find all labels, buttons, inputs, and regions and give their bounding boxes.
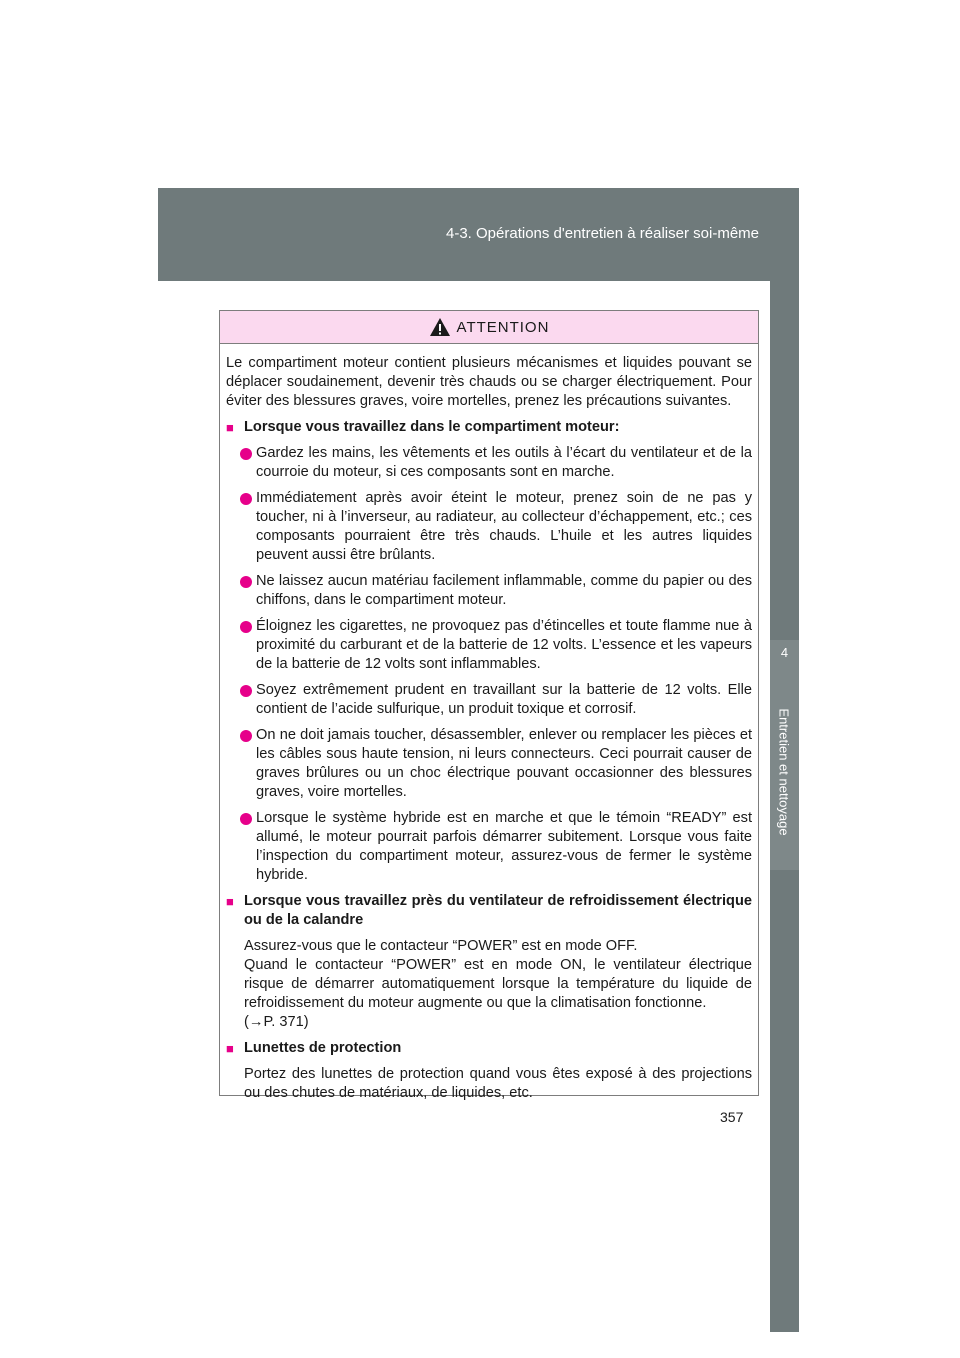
list-item	[226, 809, 752, 885]
list-item-text: On ne doit jamais toucher, désassembler, enlever ou remplacer les pièces et les câbles sous haute tension, ni leurs connecteurs. Ceci pourrait causer de graves brûlures ou un choc électrique pouvant occasionner des blessures graves, voire mortelles.	[256, 727, 752, 800]
bullet-dot-icon	[240, 576, 252, 588]
warning-triangle-icon	[429, 317, 451, 337]
page-number: 357	[720, 1109, 744, 1125]
section-title: 4-3. Opérations d'entretien à réaliser soi-même	[445, 225, 759, 242]
bullet-dot-icon	[240, 685, 252, 697]
paragraph-line: Quand le contacteur “POWER” est en mode ON, le ventilateur électrique risque de démarrer automatiquement lorsque la température du liquide de refroidissement du moteur augmente ou que la climatisation fonctionne.	[244, 957, 752, 1011]
list-item	[226, 572, 752, 610]
bullet-dot-icon	[240, 621, 252, 633]
list-item-text: Gardez les mains, les vêtements et les outils à l’écart du ventilateur et de la courroie du moteur, si ces composants sont en marche.	[256, 445, 752, 480]
square-bullet-icon: ■	[226, 1041, 234, 1056]
chapter-title: Entretien et nettoyage	[776, 708, 792, 836]
list-item	[226, 726, 752, 802]
subheading-goggles	[226, 1039, 752, 1058]
warning-intro: Le compartiment moteur contient plusieurs mécanismes et liquides pouvant se déplacer soudainement, devenir très chauds ou se charger électriquement. Pour éviter des blessures graves, voire mortelles, prenez les précautions suivantes.	[226, 355, 752, 409]
cooling-fan-paragraph	[226, 937, 752, 1032]
list-item-text: Lorsque le système hybride est en marche et que le témoin “READY” est allumé, le moteur pourrait parfois démarrer subitement. Lorsque vous faite l’inspection du compartiment moteur, assurez-vous de fermer le système hybride.	[256, 810, 752, 883]
list-item	[226, 489, 752, 565]
bullet-dot-icon	[240, 730, 252, 742]
bullet-dot-icon	[240, 813, 252, 825]
bullet-dot-icon	[240, 493, 252, 505]
square-bullet-icon: ■	[226, 894, 234, 909]
warning-header	[220, 311, 758, 344]
subheading-cooling-fan	[226, 892, 752, 930]
paragraph-line: Assurez-vous que le contacteur “POWER” est en mode OFF.	[244, 938, 638, 954]
page-reference: (→P. 371)	[244, 1014, 309, 1030]
list-item-text: Ne laissez aucun matériau facilement inflammable, comme du papier ou des chiffons, dans le compartiment moteur.	[256, 573, 752, 608]
subheading-text: Lorsque vous travaillez près du ventilateur de refroidissement électrique ou de la calandre	[244, 893, 752, 928]
warning-box	[219, 310, 759, 1101]
list-item-text: Éloignez les cigarettes, ne provoquez pas d’étincelles et toute flamme nue à proximité du carburant et de la batterie de 12 volts. L’essence et les vapeurs de la batterie de 12 volts sont inflammables.	[256, 618, 752, 672]
warning-body	[220, 344, 758, 1103]
goggles-paragraph: Portez des lunettes de protection quand vous êtes exposé à des projections ou des chutes de matériaux, de liquides, etc.	[244, 1066, 752, 1101]
bullet-dot-icon	[240, 448, 252, 460]
list-item	[226, 681, 752, 719]
warning-label: ATTENTION	[456, 318, 550, 336]
list-item	[226, 617, 752, 674]
subheading-text: Lunettes de protection	[244, 1040, 402, 1056]
list-item-text: Soyez extrêmement prudent en travaillant sur la batterie de 12 volts. Elle contient de l’acide sulfurique, un produit toxique et corrosif.	[256, 682, 752, 717]
list-item-text: Immédiatement après avoir éteint le moteur, prenez soin de ne pas y toucher, ni à l’inverseur, au radiateur, au collecteur d’échappement, etc.; ces composants pourraient être très chauds. L’huile et les autres liquides peuvent aussi être brûlants.	[256, 490, 752, 563]
list-item	[226, 444, 752, 482]
subheading-engine-compartment	[226, 418, 752, 437]
square-bullet-icon: ■	[226, 420, 234, 435]
subheading-text: Lorsque vous travaillez dans le compartiment moteur:	[244, 419, 620, 435]
chapter-number: 4	[780, 645, 789, 660]
section-header-band	[158, 188, 799, 281]
